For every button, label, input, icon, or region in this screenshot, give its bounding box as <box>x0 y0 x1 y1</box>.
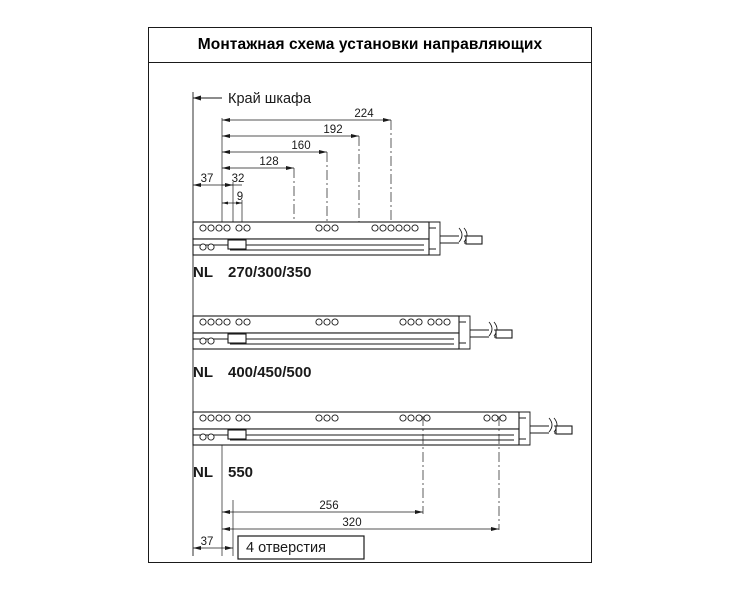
rail-3-prefix: NL <box>193 464 213 481</box>
dimension-37-bottom <box>193 536 233 550</box>
dimension-9 <box>222 191 243 205</box>
dimension-256 <box>222 500 423 514</box>
holes-note-box <box>238 536 364 559</box>
rail-1-prefix: NL <box>193 264 213 281</box>
dimension-192 <box>222 124 359 138</box>
rail-2-sizes: 400/450/500 <box>228 364 312 381</box>
dimension-label-128: 128 <box>259 156 279 168</box>
page-title: Монтажная схема установки направляющих <box>197 35 543 53</box>
dimension-128 <box>222 156 294 170</box>
dimension-224 <box>222 108 391 122</box>
rail-3-sizes: 550 <box>228 464 254 481</box>
rail-1-sizes: 270/300/350 <box>228 264 312 281</box>
dimension-label-37-top: 37 <box>200 173 214 185</box>
rail-2-prefix: NL <box>193 364 213 381</box>
dimension-label-32: 32 <box>231 173 245 185</box>
rail-assembly-2 <box>193 316 512 349</box>
dimension-label-256: 256 <box>319 500 339 512</box>
dimension-label-192: 192 <box>323 124 343 136</box>
dimension-label-37-bottom: 37 <box>200 536 214 548</box>
dimension-320 <box>222 517 499 531</box>
rail-assembly-3 <box>193 412 572 445</box>
dimension-label-224: 224 <box>354 108 374 120</box>
dimension-label-320: 320 <box>342 517 362 529</box>
dimension-label-9: 9 <box>236 191 244 203</box>
rail-assembly-1 <box>193 222 482 255</box>
dimension-label-160: 160 <box>291 140 311 152</box>
holes-note-label: 4 отверстия <box>246 540 326 556</box>
cabinet-edge-label: Край шкафа <box>228 91 312 107</box>
dimension-160 <box>222 140 327 154</box>
